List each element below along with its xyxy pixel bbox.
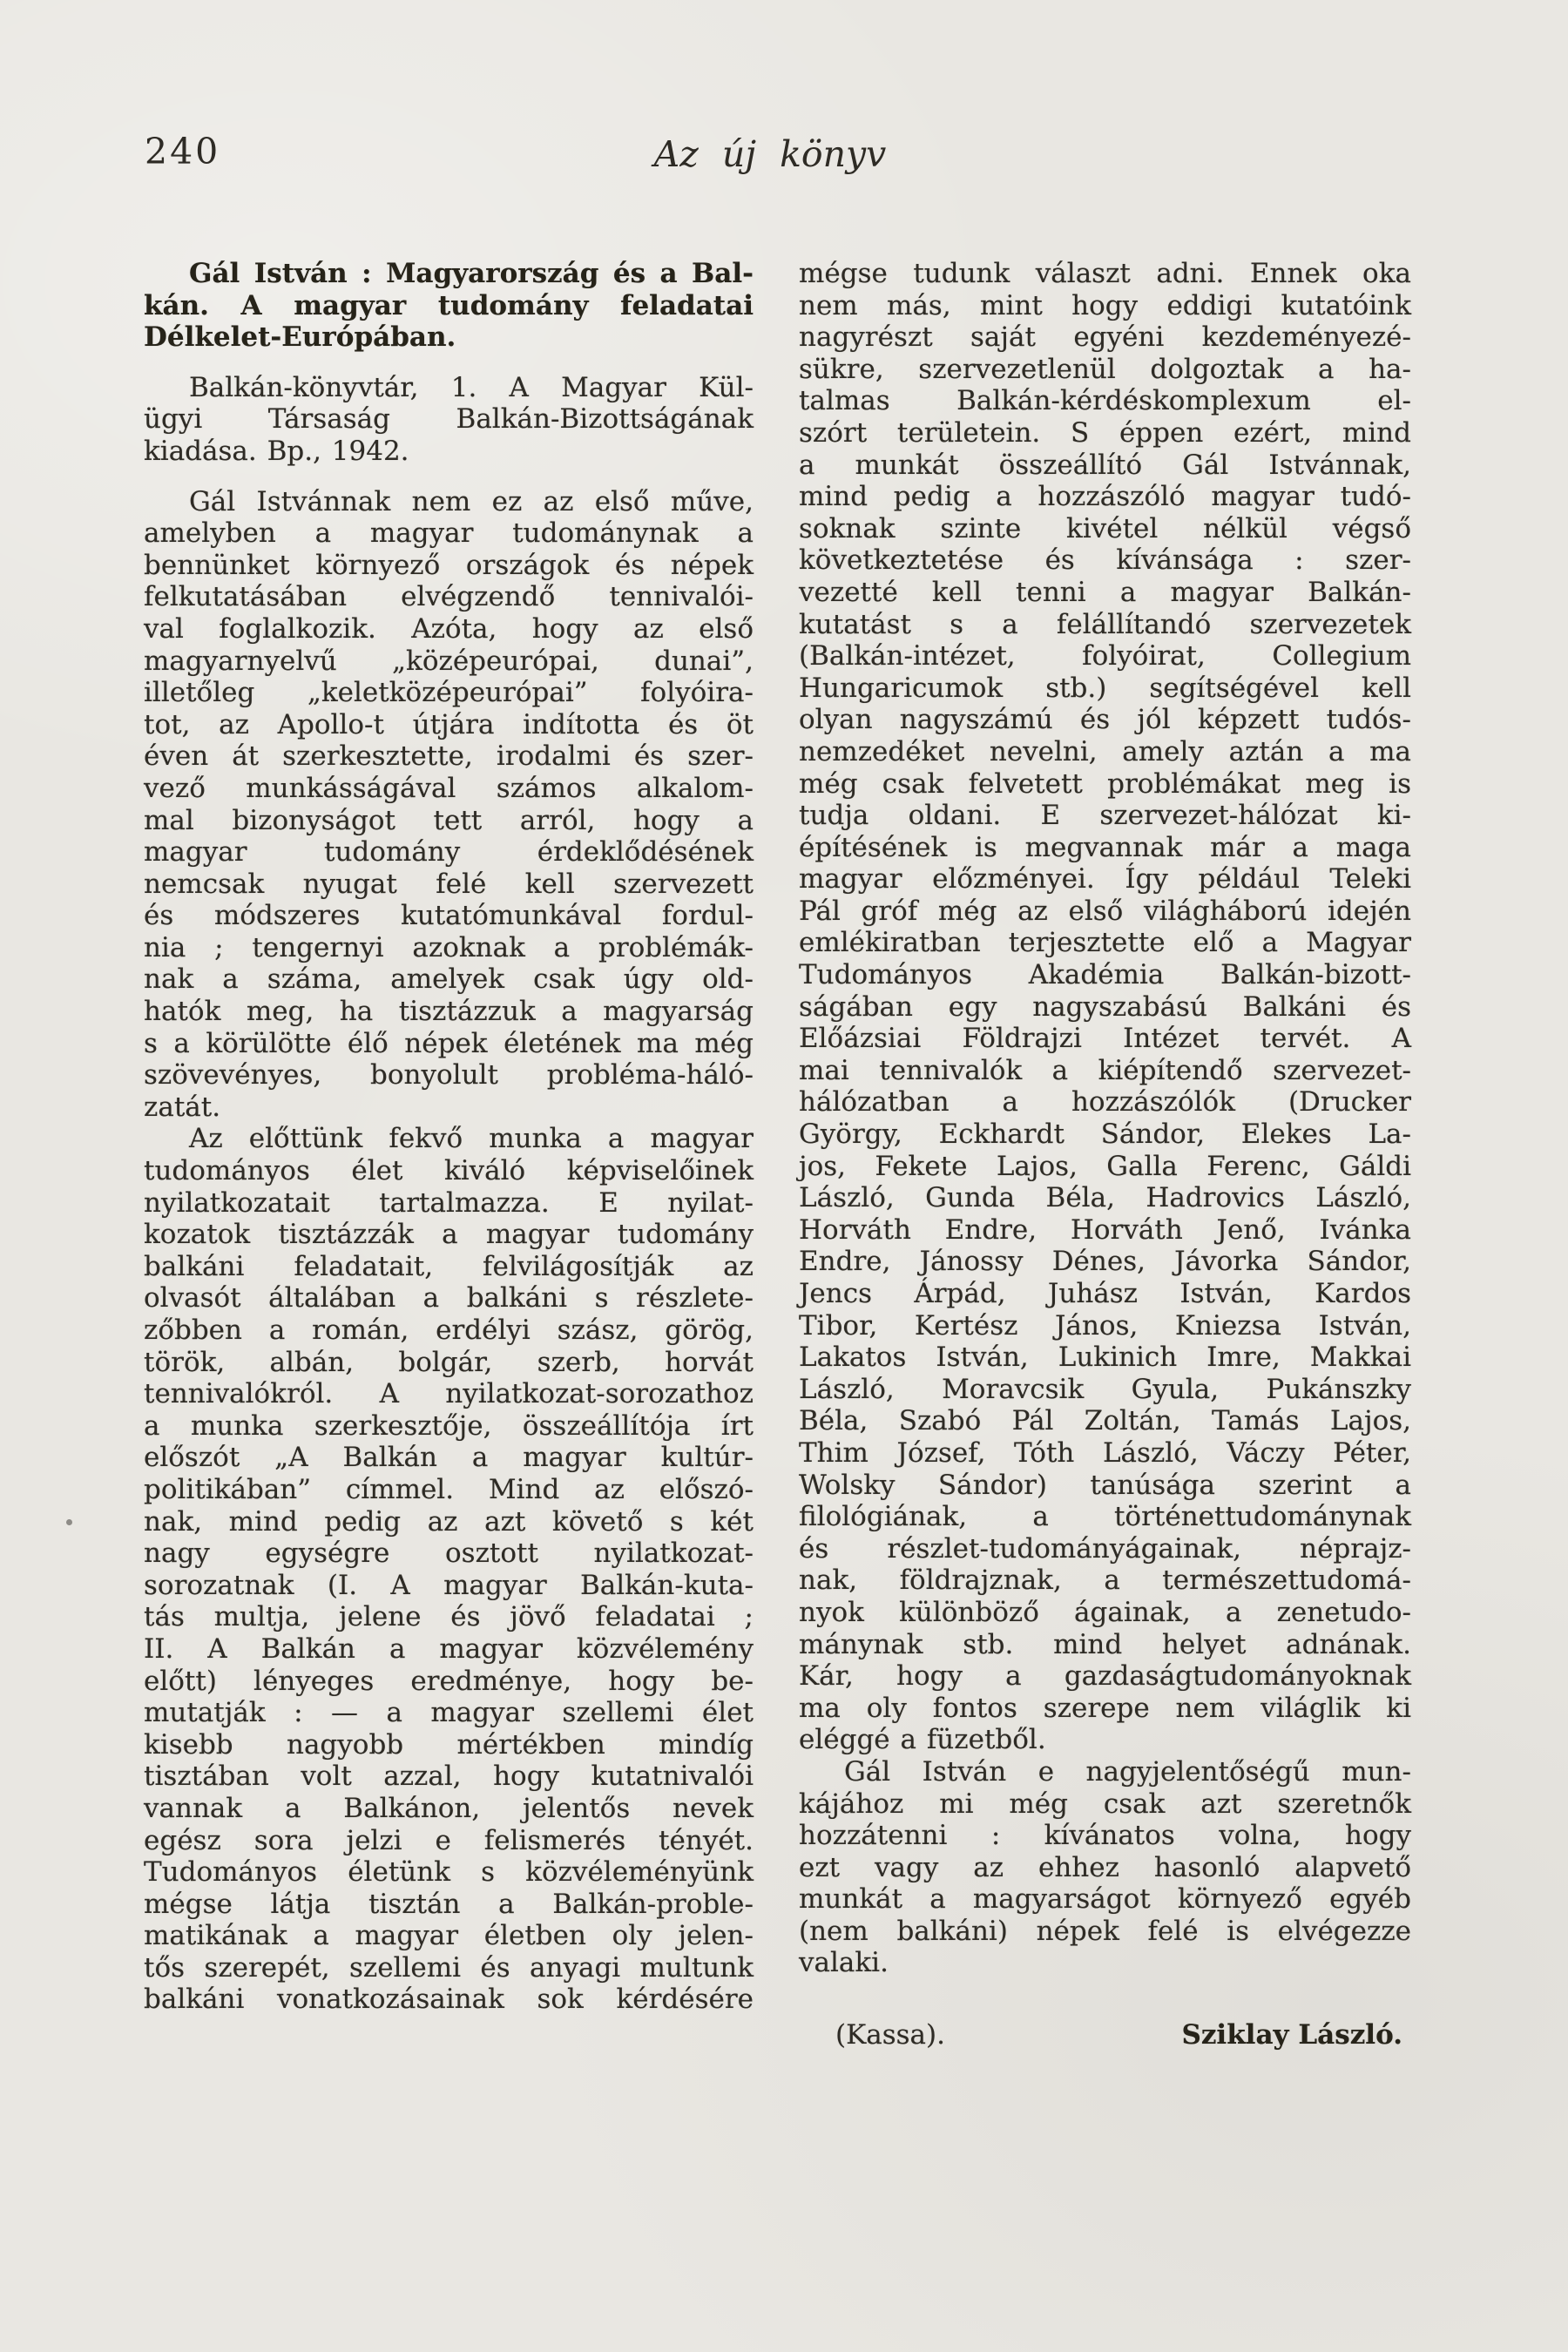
text-line: (Balkán-intézet, folyóirat, Collegium <box>799 640 1411 672</box>
text-line: mégse tudunk választ adni. Ennek oka <box>799 258 1411 289</box>
text-line: és módszeres kutatómunkával fordul- <box>144 900 754 932</box>
text-line: olyan nagyszámú és jól képzett tudós- <box>799 704 1411 736</box>
text-line: hatók meg, ha tisztázzuk a magyarság <box>144 996 754 1028</box>
text-line: tudományos élet kiváló képviselőinek <box>144 1155 754 1187</box>
text-line: László, Moravcsik Gyula, Pukánszky <box>799 1373 1411 1405</box>
text-line: mánynak stb. mind helyet adnának. <box>799 1628 1411 1660</box>
text-line: nyilatkozatait tartalmazza. E nyilat- <box>144 1186 754 1219</box>
text-line: tennivalókról. A nyilatkozat-sorozathoz <box>144 1378 754 1410</box>
text-line: olvasót általában a balkáni s részlete- <box>144 1282 754 1315</box>
right-column <box>799 258 1411 2051</box>
scan-speck <box>66 1519 72 1525</box>
text-line: Előázsiai Földrajzi Intézet tervét. A <box>799 1023 1411 1055</box>
text-line: vannak a Balkánon, jelentős nevek <box>144 1792 754 1824</box>
text-line: talmas Balkán-kérdéskomplexum el- <box>799 385 1411 417</box>
text-line: ezt vagy az ehhez hasonló alapvető <box>799 1851 1411 1883</box>
text-line: előtt) lényeges eredménye, hogy be- <box>144 1665 754 1697</box>
text-line: vező munkásságával számos alkalom- <box>144 772 754 804</box>
text-line: ma oly fontos szerepe nem világlik ki <box>799 1692 1411 1724</box>
text-line: mal bizonyságot tett arról, hogy a <box>144 804 754 836</box>
paragraph-2-continued <box>799 258 1411 1756</box>
text-line: eléggé a füzetből. <box>799 1724 1046 1756</box>
text-line: kozatok tisztázzák a magyar tudomány <box>144 1219 754 1251</box>
text-block <box>144 258 1411 2051</box>
text-line: munkát a magyarságot környező egyéb <box>799 1883 1411 1916</box>
text-line: nyok különböző ágainak, a zenetudo- <box>799 1596 1411 1628</box>
text-line: Kár, hogy a gazdaságtudományoknak <box>799 1660 1411 1693</box>
text-line: Tibor, Kertész János, Kniezsa István, <box>799 1309 1411 1342</box>
text-line: László, Gunda Béla, Hadrovics László, <box>799 1182 1411 1214</box>
text-line: hozzátenni : kívánatos volna, hogy <box>799 1820 1411 1852</box>
text-line: magyar tudomány érdeklődésének <box>144 836 754 868</box>
text-line: magyarnyelvű „középeurópai, dunai”, <box>144 645 754 677</box>
text-line: magyar előzményei. Így például Teleki <box>799 863 1411 896</box>
text-line: előszót „A Balkán a magyar kultúr- <box>144 1442 754 1474</box>
paragraph-3 <box>799 1756 1411 1979</box>
left-column <box>144 258 754 2051</box>
text-line: Endre, Jánossy Dénes, Jávorka Sándor, <box>799 1246 1411 1278</box>
text-line: szövevényes, bonyolult probléma-háló- <box>144 1059 754 1092</box>
text-line: zatát. <box>144 1091 221 1123</box>
text-line: politikában” címmel. Mind az előszó- <box>144 1473 754 1505</box>
text-line: Pál gróf még az első világháború idején <box>799 895 1411 927</box>
text-line: György, Eckhardt Sándor, Elekes La- <box>799 1119 1411 1151</box>
text-line: egész sora jelzi e felismerés tényét. <box>144 1824 754 1856</box>
text-line: Tudományos Akadémia Balkán-bizott- <box>799 959 1411 991</box>
text-line: illetőleg „keletközépeurópai” folyóira- <box>144 677 754 709</box>
text-line: ságában egy nagyszabású Balkáni és <box>799 990 1411 1023</box>
text-line: Gál Istvánnak nem ez az első műve, <box>189 485 754 517</box>
text-line: mutatják : — a magyar szellemi élet <box>144 1697 754 1729</box>
text-line: nak a száma, amelyek csak úgy old- <box>144 963 754 996</box>
text-line: tős szerepét, szellemi és anyagi multunk <box>144 1951 754 1984</box>
signature-author: Sziklay László. <box>1181 2019 1402 2051</box>
text-line: mégse látja tisztán a Balkán-proble- <box>144 1888 754 1920</box>
text-line: nia ; tengernyi azoknak a problémák- <box>144 931 754 963</box>
text-line: Gál István e nagyjelentőségű mun- <box>844 1755 1411 1788</box>
text-line: ügyi Társaság Balkán-Bizottságának <box>144 403 754 436</box>
text-line: szórt területein. S éppen ezért, mind <box>799 416 1411 449</box>
text-line: Horváth Endre, Horváth Jenő, Ivánka <box>799 1213 1411 1246</box>
text-line: emlékiratban terjesztette elő a Magyar <box>799 927 1411 959</box>
text-line: mind pedig a hozzászóló magyar tudó- <box>799 481 1411 513</box>
text-line: sükre, szervezetlenül dolgoztak a ha- <box>799 353 1411 385</box>
text-line: nem más, mint hogy eddigi kutatóink <box>799 289 1411 321</box>
text-line: valaki. <box>799 1947 889 1979</box>
text-line: zőbben a román, erdélyi szász, görög, <box>144 1315 754 1346</box>
text-line: mai tennivalók a kiépítendő szervezet- <box>799 1054 1411 1086</box>
text-line: balkáni vonatkozásainak sok kérdésére <box>144 1984 754 2016</box>
text-line: még csak felvetett problémákat meg is <box>799 767 1411 800</box>
text-line: Délkelet-Európában. <box>144 321 456 354</box>
text-line: Wolsky Sándor) tanúsága szerint a <box>799 1469 1411 1501</box>
text-line: Béla, Szabó Pál Zoltán, Tamás Lajos, <box>799 1405 1411 1437</box>
text-line: Hungaricumok stb.) segítségével kell <box>799 672 1411 704</box>
text-line: tás multja, jelene és jövő feladatai ; <box>144 1601 754 1633</box>
text-line: jos, Fekete Lajos, Galla Ferenc, Gáldi <box>799 1150 1411 1182</box>
text-line: Gál István : Magyarország és a Bal- <box>189 258 754 289</box>
running-head: Az új könyv <box>653 133 887 175</box>
text-line: nagy egységre osztott nyilatkozat- <box>144 1538 754 1570</box>
text-line: Jencs Árpád, Juhász István, Kardos <box>799 1278 1411 1309</box>
text-line: bennünket környező országok és népek <box>144 549 754 581</box>
text-line: Tudományos életünk s közvéleményünk <box>144 1856 754 1889</box>
text-line: tisztában volt azzal, hogy kutatnivalói <box>144 1761 754 1793</box>
text-line: nemcsak nyugat felé kell szervezett <box>144 868 754 900</box>
signature-place: (Kassa). <box>835 2019 945 2051</box>
text-line: nagyrészt saját egyéni kezdeményezé- <box>799 321 1411 354</box>
text-line: felkutatásában elvégzendő tennivalói- <box>144 581 754 613</box>
text-line: kájához mi még csak azt szeretnők <box>799 1788 1411 1820</box>
text-line: Lakatos István, Lukinich Imre, Makkai <box>799 1342 1411 1374</box>
text-line: II. A Balkán a magyar közvélemény <box>144 1632 754 1665</box>
bibliography <box>144 372 754 468</box>
text-line: Az előttünk fekvő munka a magyar <box>189 1123 754 1155</box>
text-line: sorozatnak (I. A magyar Balkán-kuta- <box>144 1569 754 1601</box>
text-line: kiadása. Bp., 1942. <box>144 435 409 467</box>
text-line: kisebb nagyobb mértékben mindíg <box>144 1728 754 1761</box>
text-line: soknak szinte kivétel nélkül végső <box>799 512 1411 544</box>
text-line: Thim József, Tóth László, Váczy Péter, <box>799 1436 1411 1469</box>
text-line: kán. A magyar tudomány feladatai <box>144 289 754 321</box>
text-line: matikának a magyar életben oly jelen- <box>144 1920 754 1952</box>
text-line: tudja oldani. E szervezet-hálózat ki- <box>799 800 1411 832</box>
text-line: (nem balkáni) népek felé is elvégezze <box>799 1915 1411 1947</box>
page-number: 240 <box>145 131 221 172</box>
text-line: építésének is megvannak már a maga <box>799 831 1411 863</box>
text-line: nemzedéket nevelni, amely aztán a ma <box>799 735 1411 767</box>
text-line: és részlet-tudományágainak, néprajz- <box>799 1532 1411 1565</box>
text-line: a munka szerkesztője, összeállítója írt <box>144 1409 754 1442</box>
paragraph-1 <box>144 486 754 1124</box>
text-line: vezetté kell tenni a magyar Balkán- <box>799 576 1411 608</box>
text-line: török, albán, bolgár, szerb, horvát <box>144 1346 754 1378</box>
text-line: a munkát összeállító Gál Istvánnak, <box>799 449 1411 481</box>
text-line: val foglalkozik. Azóta, hogy az első <box>144 612 754 645</box>
review-heading <box>144 258 754 354</box>
text-line: kutatást s a felállítandó szervezetek <box>799 608 1411 640</box>
text-line: nak, földrajznak, a természettudomá- <box>799 1565 1411 1597</box>
signature-row <box>799 2019 1411 2051</box>
text-line: következtetése és kívánsága : szer- <box>799 544 1411 577</box>
text-line: hálózatban a hozzászólók (Drucker <box>799 1086 1411 1119</box>
text-line: amelyben a magyar tudománynak a <box>144 517 754 550</box>
text-line: nak, mind pedig az azt követő s két <box>144 1505 754 1538</box>
text-line: filológiának, a történettudománynak <box>799 1501 1411 1533</box>
paragraph-2 <box>144 1123 754 2016</box>
text-line: éven át szerkesztette, irodalmi és szer- <box>144 740 754 773</box>
text-line: tot, az Apollo-t útjára indította és öt <box>144 708 754 740</box>
text-line: s a körülötte élő népek életének ma még <box>144 1027 754 1059</box>
text-line: Balkán-könyvtár, 1. A Magyar Kül- <box>189 371 754 403</box>
text-line: balkáni feladatait, felvilágosítják az <box>144 1250 754 1282</box>
